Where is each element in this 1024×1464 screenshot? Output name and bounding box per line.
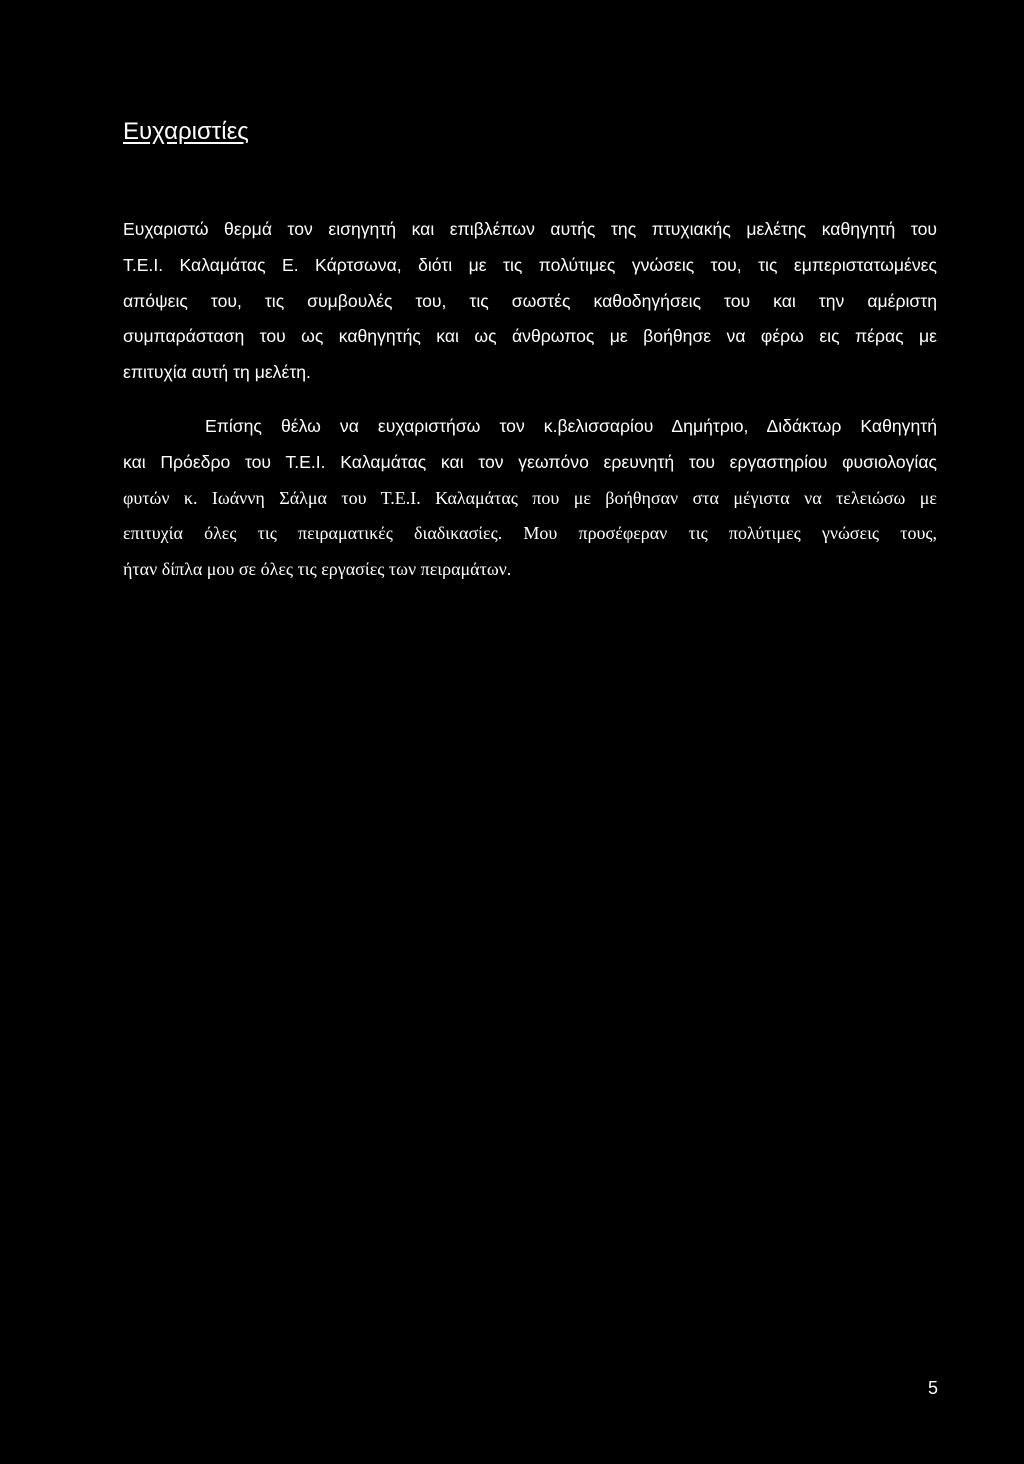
page-title: Ευχαριστίες [123, 118, 249, 145]
acknowledgement-paragraph-2 [123, 409, 937, 588]
acknowledgement-paragraph-1 [123, 212, 937, 391]
paragraph-line: επιτυχία όλες τις πειραματικές διαδικασίες. Μου προσέφεραν τις πολύτιμες γνώσεις τους, [123, 523, 937, 544]
paragraph-line: Ευχαριστώ θερμά τον εισηγητή και επιβλέπων αυτής της πτυχιακής μελέτης καθηγητή του [123, 219, 937, 239]
paragraph-line: φυτών κ. Ιωάννη Σάλμα του Τ.Ε.Ι. Καλαμάτας που με βοήθησαν στα μέγιστα να τελειώσω με [123, 487, 937, 508]
paragraph-line: συμπαράσταση του ως καθηγητής και ως άνθρωπος με βοήθησε να φέρω εις πέρας με [123, 326, 937, 347]
paragraph-line: και Πρόεδρο του Τ.Ε.Ι. Καλαμάτας και τον γεωπόνο ερευνητή του εργαστηρίου φυσιολογίας [123, 451, 937, 472]
page-number: 5 [928, 1378, 939, 1398]
paragraph-line: Τ.Ε.Ι. Καλαμάτας Ε. Κάρτσωνα, διότι με τις πολύτιμες γνώσεις του, τις εμπεριστατωμένες [123, 254, 937, 275]
paragraph-line: απόψεις του, τις συμβουλές του, τις σωστές καθοδηγήσεις του και την αμέριστη [123, 290, 937, 311]
paragraph-line: Επίσης θέλω να ευχαριστήσω τον κ.βελισσαρίου Δημήτριο, Διδάκτωρ Καθηγητή [205, 416, 937, 436]
paragraph-line: ήταν δίπλα μου σε όλες τις εργασίες των πειραμάτων. [123, 559, 512, 580]
paragraph-line: επιτυχία αυτή τη μελέτη. [123, 362, 311, 383]
